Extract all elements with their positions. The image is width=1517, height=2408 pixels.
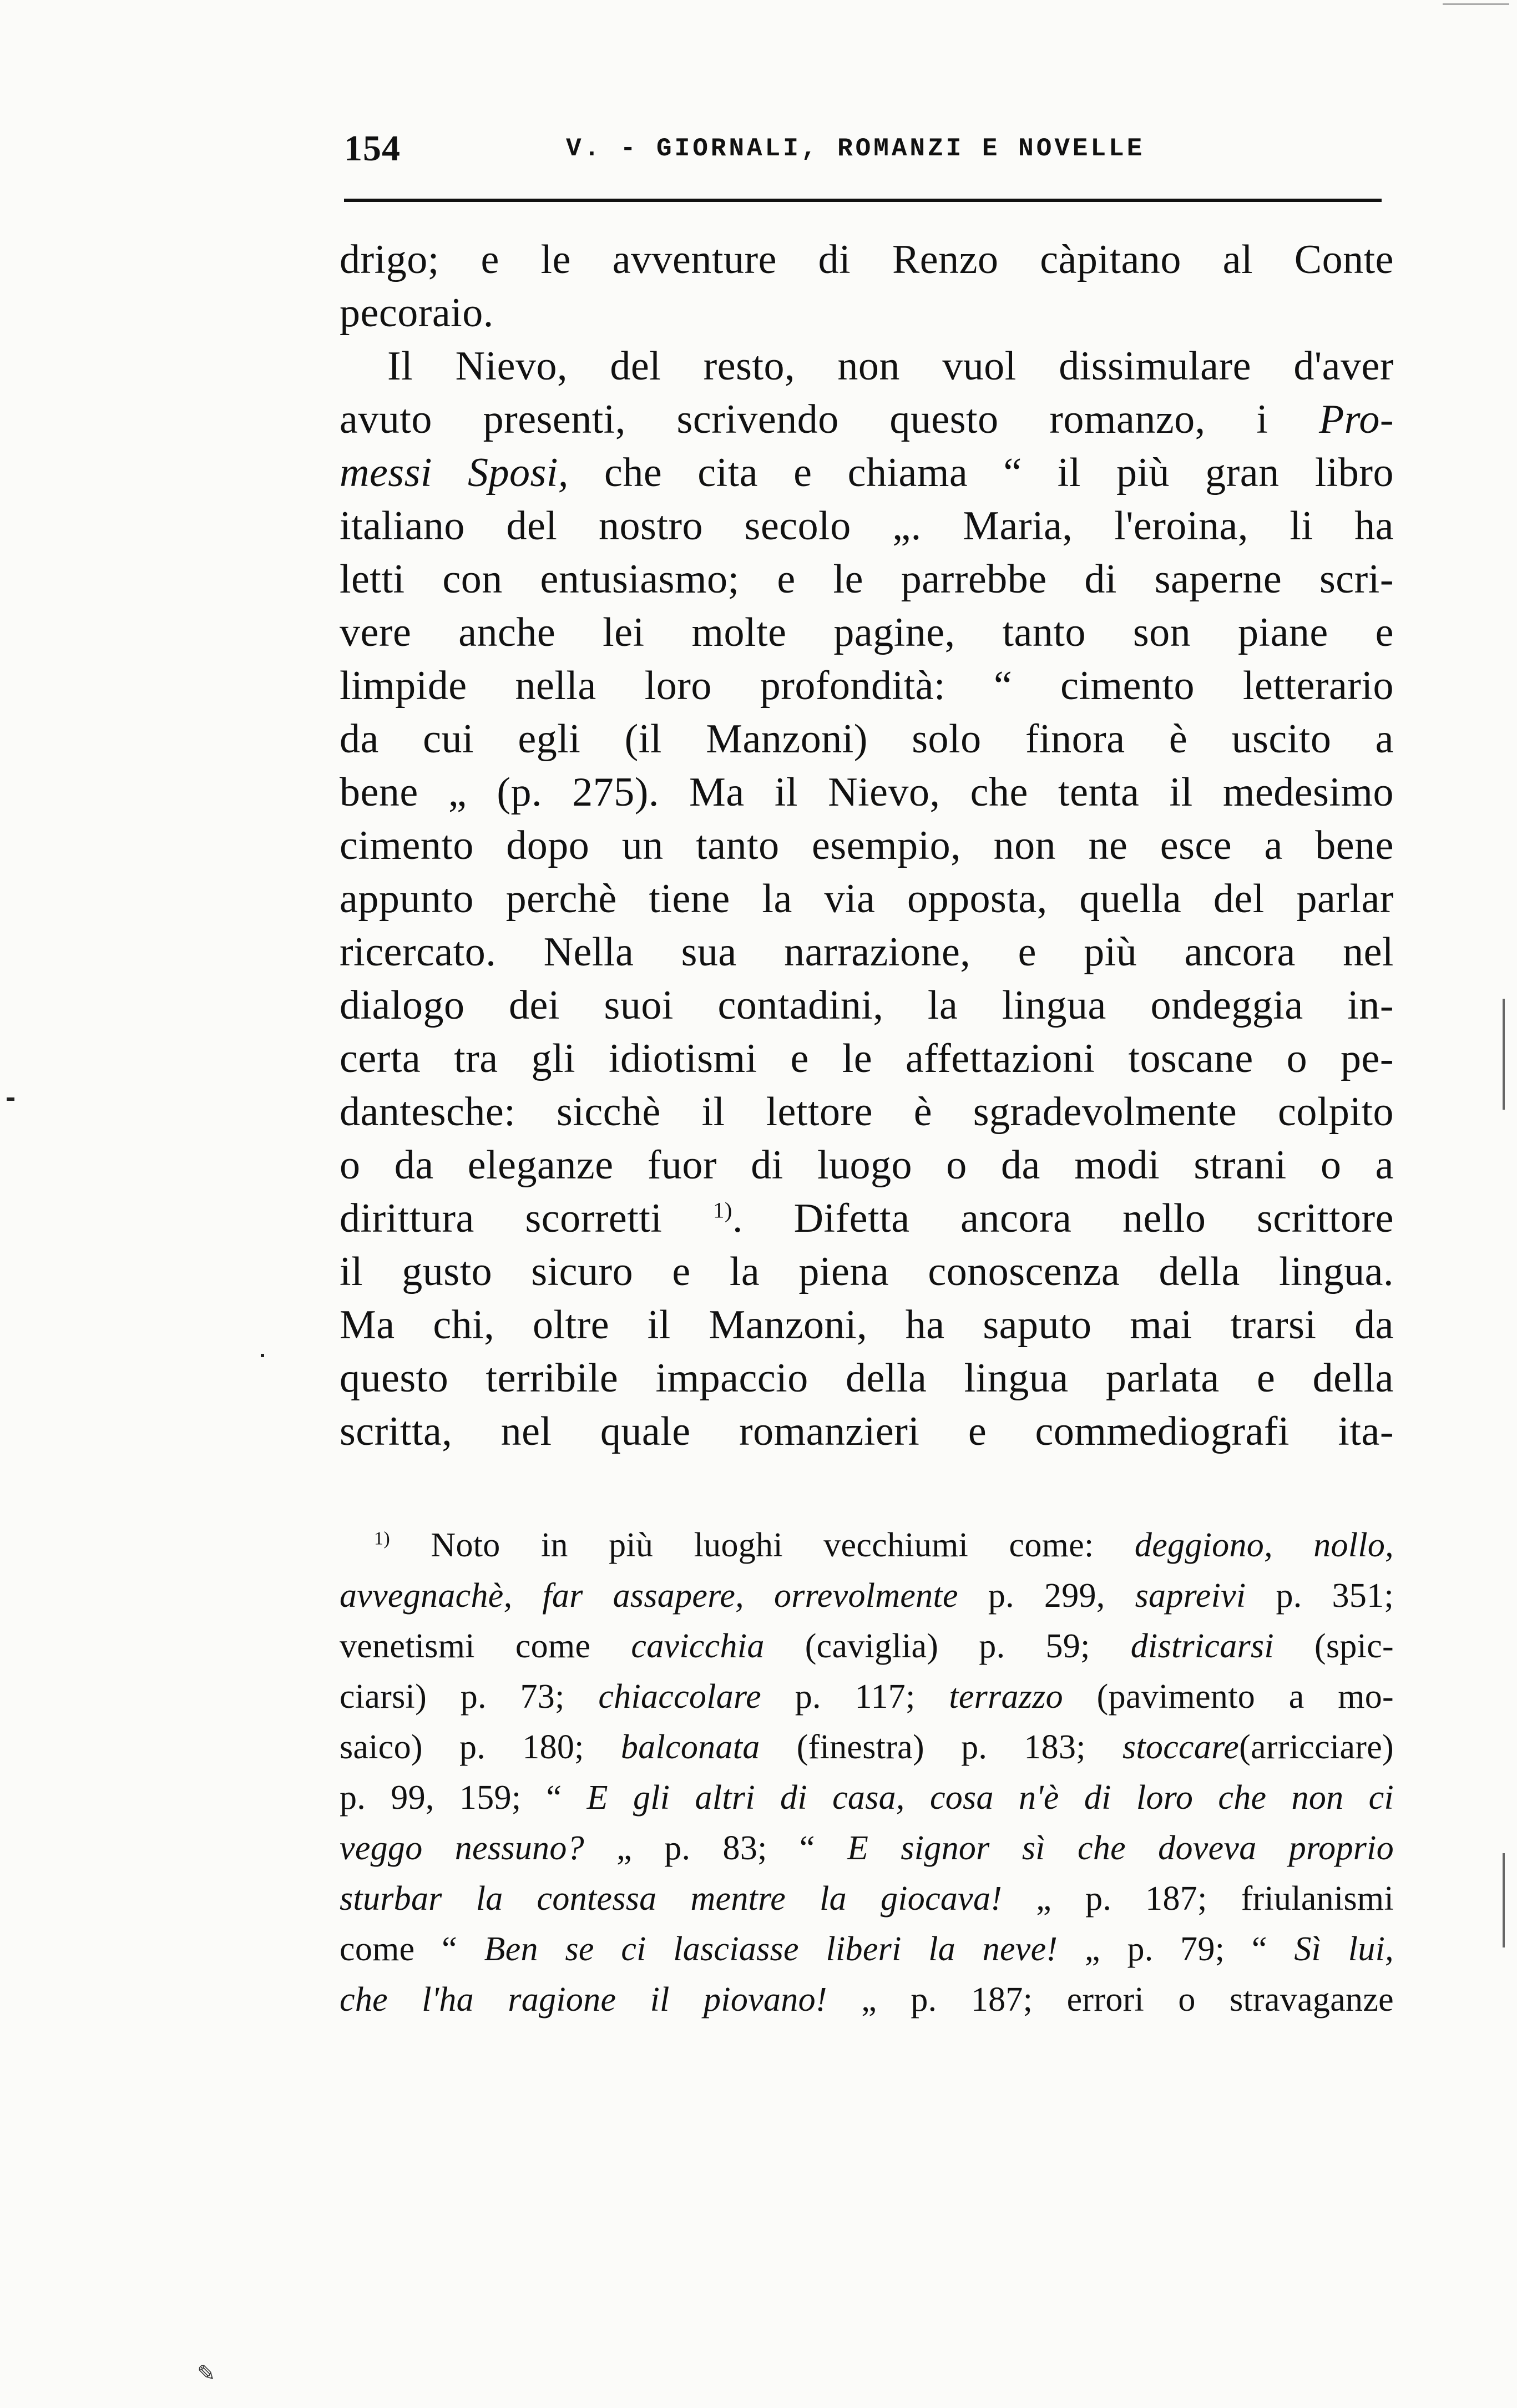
text-line: questo terribile impaccio della lingua parlata e della xyxy=(340,1355,1394,1401)
text-line: cimento dopo un tanto esempio, non ne esce a bene xyxy=(340,823,1394,868)
text-line: il gusto sicuro e la piena conoscenza della lingua. xyxy=(340,1249,1394,1294)
header-rule xyxy=(344,199,1382,202)
text-line: pecoraio. xyxy=(340,290,494,336)
text-line: Il Nievo, del resto, non vuol dissimulare d'aver xyxy=(387,343,1394,389)
text-line: vere anche lei molte pagine, tanto son piane e xyxy=(340,610,1394,655)
page-header xyxy=(344,128,1371,178)
text-line: dialogo dei suoi contadini, la lingua ondeggia in- xyxy=(340,983,1394,1028)
corner-smudge-icon: ✎ xyxy=(197,2361,216,2386)
text-line: bene „ (p. 275). Ma il Nievo, che tenta il medesimo xyxy=(340,770,1394,815)
footnote-line: come “ Ben se ci lasciasse liberi la neve! „ p. 79; “ Sì lui, xyxy=(340,1930,1394,1968)
text-line: da cui egli (il Manzoni) solo finora è uscito a xyxy=(340,716,1394,762)
text-line: Ma chi, oltre il Manzoni, ha saputo mai trarsi da xyxy=(340,1302,1394,1348)
footnote-line: p. 99, 159; “ E gli altri di casa, cosa n'è di loro che non ci xyxy=(340,1779,1394,1817)
footnote-line: sturbar la contessa mentre la giocava! „ p. 187; friulanismi xyxy=(340,1880,1394,1918)
text-line: italiano del nostro secolo „. Maria, l'eroina, li ha xyxy=(340,503,1394,549)
text-line: appunto perchè tiene la via opposta, quella del parlar xyxy=(340,876,1394,922)
text-line: certa tra gli idiotismi e le affettazioni toscane o pe- xyxy=(340,1036,1394,1081)
footnote-line: venetismi come cavicchia (caviglia) p. 59; districarsi (spic- xyxy=(340,1627,1394,1665)
text-line: scritta, nel quale romanzieri e commediografi ita- xyxy=(340,1409,1394,1454)
footnote-line: ciarsi) p. 73; chiaccolare p. 117; terrazzo (pavimento a mo- xyxy=(340,1678,1394,1716)
text-line: drigo; e le avventure di Renzo càpitano al Conte xyxy=(340,237,1394,282)
footnote xyxy=(340,1520,1394,2025)
running-head: V. - GIORNALI, ROMANZI E NOVELLE xyxy=(566,134,1145,163)
main-text xyxy=(340,233,1394,1458)
text-line: messi Sposi, che cita e chiama “ il più gran libro xyxy=(340,450,1394,495)
text-line: o da eleganze fuor di luogo o da modi strani o a xyxy=(340,1142,1394,1188)
footnote-line: saico) p. 180; balconata (finestra) p. 183; stoccare(arricciare) xyxy=(340,1728,1394,1766)
text-line: letti con entusiasmo; e le parrebbe di saperne scri- xyxy=(340,557,1394,602)
page-number: 154 xyxy=(344,128,401,169)
footnote-line: avvegnachè, far assapere, orrevolmente p. 299, sapreivi p. 351; xyxy=(340,1577,1394,1615)
text-line: limpide nella loro profondità: “ cimento letterario xyxy=(340,663,1394,709)
footnote-reference[interactable]: 1) xyxy=(713,1197,732,1223)
text-line: ricercato. Nella sua narrazione, e più ancora nel xyxy=(340,929,1394,975)
margin-speck xyxy=(7,1097,14,1101)
margin-speck xyxy=(261,1354,264,1357)
footnote-line: $^{1)}$ Noto in più luoghi vecchiumi come: deggiono, nollo, xyxy=(374,1526,1394,1564)
text-line: dantesche: sicchè il lettore è sgradevolmente colpito xyxy=(340,1089,1394,1135)
footnote-line: veggo nessuno? „ p. 83; “ E signor sì che doveva proprio xyxy=(340,1829,1394,1867)
text-line: dirittura scorretti $^{1)}$. Difetta ancora nello scrittore xyxy=(340,1196,1394,1241)
margin-speck xyxy=(1443,3,1509,5)
margin-speck xyxy=(1503,999,1505,1110)
text-line: avuto presenti, scrivendo questo romanzo, i Pro- xyxy=(340,397,1394,442)
footnote-marker: 1) xyxy=(374,1528,390,1549)
margin-speck xyxy=(1503,1853,1505,1947)
footnote-line: che l'ha ragione il piovano! „ p. 187; errori o stravaganze xyxy=(340,1981,1394,2019)
